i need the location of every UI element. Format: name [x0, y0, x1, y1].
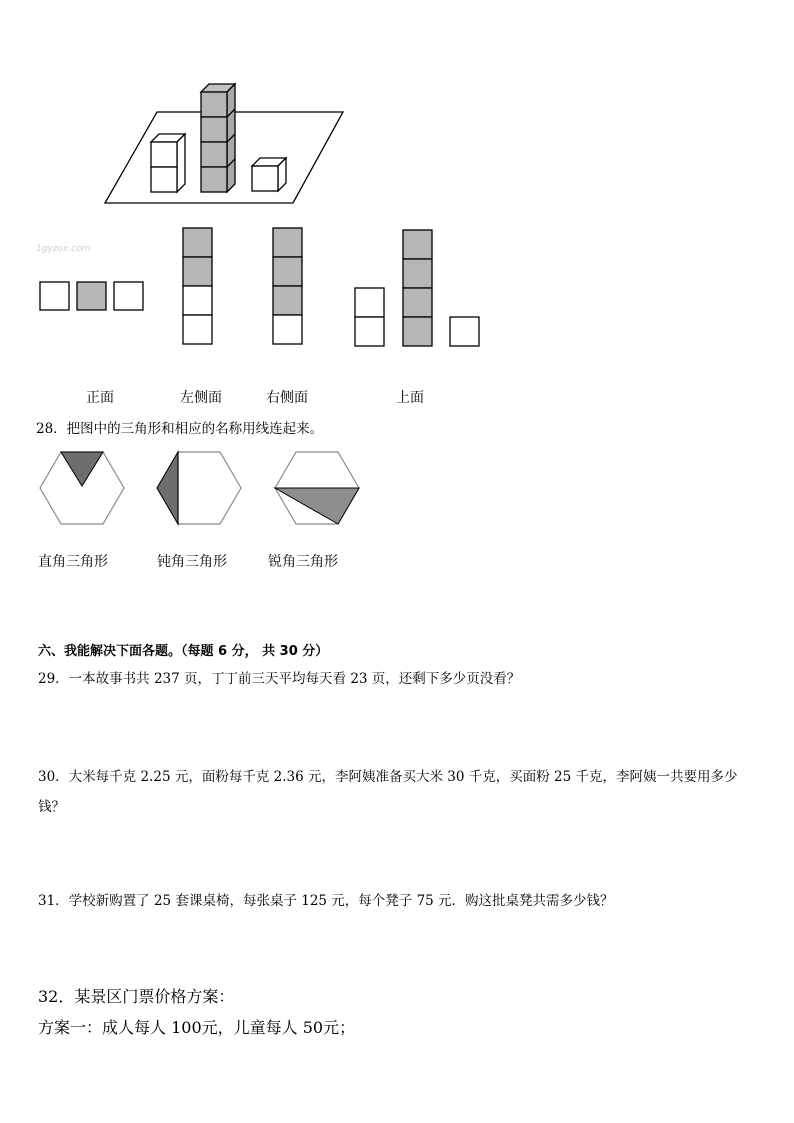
q32-text: 32．某景区门票价格方案：: [38, 987, 235, 1006]
q29-text: 29．一本故事书共 237 页，丁丁前三天平均每天看 23 页，还剩下多少页没看？: [38, 671, 521, 687]
q30-line1: 30．大米每千克 2.25 元，面粉每千克 2.36 元，李阿姨准备买大米 30 千克，买面粉 25 千克，李阿姨一共要用多少: [38, 769, 738, 785]
q28-text: 28．把图中的三角形和相应的名称用线连起来。: [36, 421, 324, 437]
label-top: 上面: [396, 390, 424, 406]
q31-text: 31．学校新购置了 25 套课桌椅，每张桌子 125 元，每个凳子 75 元．购这批桌凳共需多少钱？: [38, 893, 614, 909]
triangle-name-acute: 锐角三角形: [268, 554, 338, 570]
q32-plan1: 方案一：成人每人 100元，儿童每人 50元；: [38, 1018, 356, 1037]
label-front: 正面: [86, 390, 114, 406]
triangle-name-right: 直角三角形: [38, 554, 108, 570]
q30-line2: 钱？: [38, 799, 65, 815]
triangle-name-obtuse: 钝角三角形: [157, 554, 227, 570]
label-left-side: 左侧面: [180, 390, 222, 406]
watermark: 1gyzox.com: [36, 244, 91, 254]
section-6-heading: 六、我能解决下面各题。（每题 6 分， 共 30 分）: [38, 644, 329, 659]
hexagon-3: [0, 0, 794, 540]
label-right-side: 右侧面: [266, 390, 308, 406]
